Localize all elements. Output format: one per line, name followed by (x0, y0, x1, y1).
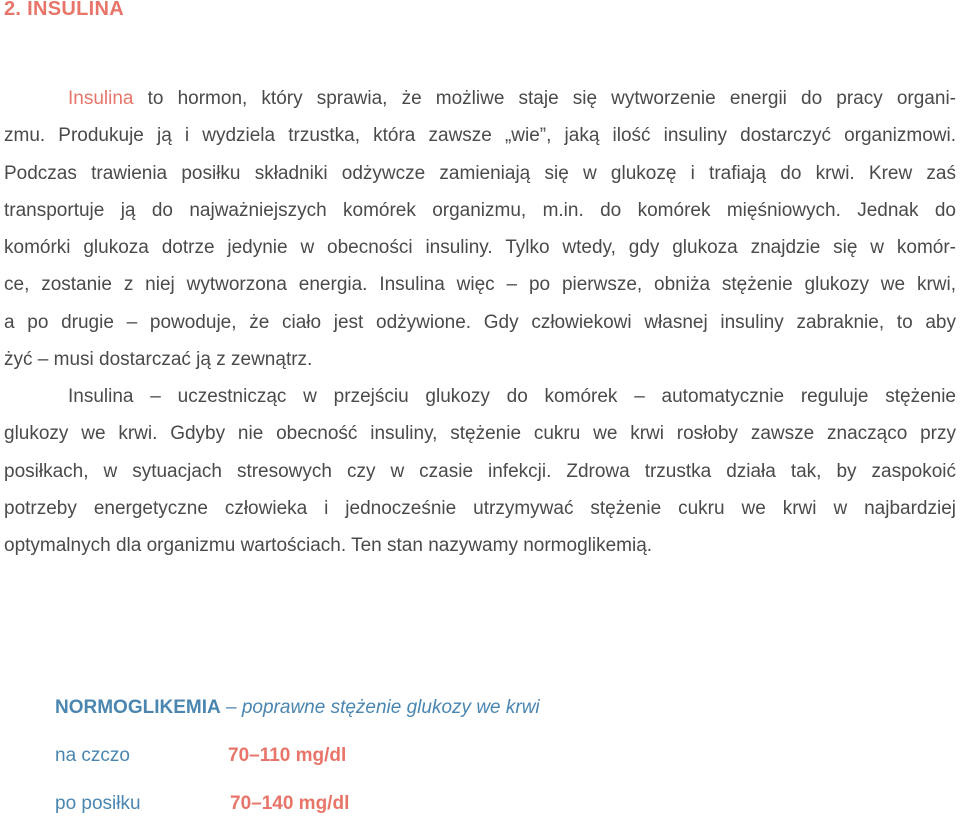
paragraph-1-line (4, 80, 956, 117)
paragraph-2-line: glukozy we krwi. Gdyby nie obecność insuliny, stężenie cukru we krwi rosłoby zawsze znacząco przy (4, 423, 956, 445)
range-value-fasting: 70–110 mg/dl (228, 745, 347, 766)
paragraph-2-line: Insulina – uczestnicząc w przejściu glukozy do komórek – automatycznie reguluje stężenie (68, 386, 956, 407)
paragraph-2-line: potrzeby energetyczne człowieka i jednocześnie utrzymywać stężenie cukru we krwi w najbardziej (4, 497, 956, 519)
range-label-after-meal: po posiłku (55, 793, 141, 814)
section-heading: 2. INSULINA (4, 0, 124, 20)
paragraph-1-line: Podczas trawienia posiłku składniki odżywcze zamieniają się w glukozę i trafiają do krwi. Krew zaś (4, 162, 956, 184)
paragraph-1 (4, 80, 956, 378)
paragraph-1-line: żyć – musi dostarczać ją z zewnątrz. (4, 349, 313, 371)
paragraph-2 (4, 378, 956, 564)
paragraph-2-line: posiłkach, w sytuacjach stresowych czy w czasie infekcji. Zdrowa trzustka działa tak, by zaspokoić (4, 460, 956, 482)
range-value-after-meal: 70–140 mg/dl (230, 793, 350, 814)
paragraph-1-line: transportuje ją do najważniejszych komórek organizmu, m.in. do komórek mięśniowych. Jednak do (4, 199, 956, 221)
paragraph-1-line: a po drugie – powoduje, że ciało jest odżywione. Gdy człowiekowi własnej insuliny zabraknie, to aby (4, 311, 956, 333)
normoglikemia-title (55, 697, 540, 719)
paragraph-2-line: optymalnych dla organizmu wartościach. Ten stan nazywamy normoglikemią. (4, 535, 653, 557)
paragraph-1-line: ce, zostanie z niej wytworzona energia. Insulina więc – po pierwsze, obniża stężenie glukozy we krwi, (4, 274, 956, 296)
paragraph-1-line: komórki glukoza dotrze jedynie w obecności insuliny. Tylko wtedy, gdy glukoza znajdzie się w komór- (4, 237, 956, 259)
paragraph-1-line-text: to hormon, który sprawia, że możliwe staje się wytworzenie energii do pracy organi- (133, 88, 956, 109)
normoglikemia-description: – poprawne stężenie glukozy we krwi (220, 697, 540, 718)
insulina-highlight: Insulina (68, 88, 134, 109)
normoglikemia-term: NORMOGLIKEMIA (55, 697, 221, 718)
range-label-fasting: na czczo (55, 745, 130, 766)
paragraph-1-line: zmu. Produkuje ją i wydziela trzustka, która zawsze „wie”, jaką ilość insuliny dostarczyć organizmowi. (4, 125, 956, 147)
